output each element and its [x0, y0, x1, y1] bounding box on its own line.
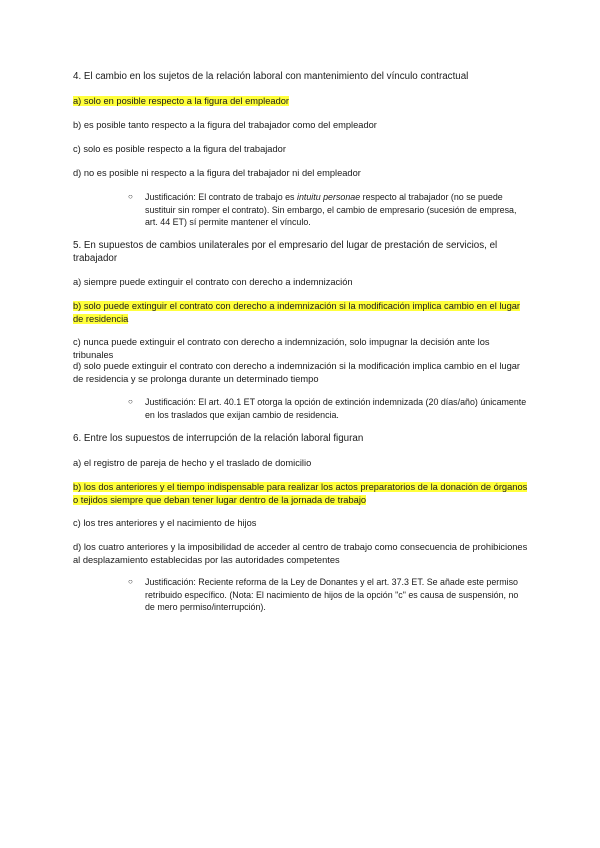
- justification-text: Reciente reforma de la Ley de Donantes y el art. 37.3 ET. Se añade este permiso retribuido específico. (Nota: El nacimiento de hijos de la opción "c" es causa de suspensión, no de mero permiso/interrupción).: [145, 577, 519, 612]
- justification-label: Justificación:: [145, 192, 196, 202]
- justification-italic-term: intuitu personae: [296, 192, 361, 202]
- question-5-option-c: c) nunca puede extinguir el contrato con derecho a indemnización, solo impugnar la decisión ante los tribunales: [73, 337, 490, 360]
- question-4-justification: [145, 191, 530, 229]
- question-5-justification: [145, 396, 530, 421]
- question-5-option-d: d) solo puede extinguir el contrato con derecho a indemnización si la modificación implica cambio en el lugar de residencia y se prolonga durante un determinado tiempo: [73, 361, 521, 384]
- bullet-circle-icon: ○: [128, 397, 133, 406]
- question-6-justification: [145, 576, 530, 614]
- question-4-title: 4. El cambio en los sujetos de la relación laboral con mantenimiento del vínculo contractual: [73, 71, 469, 82]
- question-6-option-c: c) los tres anteriores y el nacimiento de hijos: [73, 518, 257, 528]
- question-4-option-b: b) es posible tanto respecto a la figura del trabajador como del empleador: [73, 120, 377, 130]
- correct-answer-highlight: b) los dos anteriores y el tiempo indispensable para realizar los actos preparatorios de la donación de órganos o tejidos siempre que deban tener lugar dentro de la jornada de trabajo: [73, 482, 528, 505]
- question-4-option-d: d) no es posible ni respecto a la figura del trabajador ni del empleador: [73, 168, 361, 178]
- question-6-title: 6. Entre los supuestos de interrupción de la relación laboral figuran: [73, 433, 364, 444]
- justification-text-pre: El contrato de trabajo es: [198, 192, 295, 202]
- justification-label: Justificación:: [145, 577, 196, 587]
- question-5-option-a: a) siempre puede extinguir el contrato con derecho a indemnización: [73, 277, 353, 287]
- justification-label: Justificación:: [145, 397, 196, 407]
- question-6-option-a: a) el registro de pareja de hecho y el traslado de domicilio: [73, 458, 312, 468]
- correct-answer-highlight: b) solo puede extinguir el contrato con derecho a indemnización si la modificación implica cambio en el lugar de residencia: [73, 301, 521, 324]
- justification-text-post: respecto al trabajador (no se puede sustituir sin romper el contrato). Sin embargo, el cambio de empresario (sucesión de empresa, art. 44 ET) sí permite mantener el vínculo.: [145, 192, 517, 227]
- question-6-option-d: d) los cuatro anteriores y la imposibilidad de acceder al centro de trabajo como consecuencia de prohibiciones al desplazamiento establecidas por las autoridades competentes: [73, 542, 528, 565]
- bullet-circle-icon: ○: [128, 192, 133, 201]
- question-4-option-c: c) solo es posible respecto a la figura del trabajador: [73, 144, 286, 154]
- question-4-option-a: [73, 95, 528, 108]
- bullet-circle-icon: ○: [128, 577, 133, 586]
- question-5-title: 5. En supuestos de cambios unilaterales por el empresario del lugar de prestación de servicios, el trabajador: [73, 240, 498, 264]
- correct-answer-highlight: a) solo en posible respecto a la figura del empleador: [73, 96, 290, 106]
- question-5-option-b: [73, 300, 528, 325]
- question-6-option-b: [73, 481, 528, 506]
- justification-text: El art. 40.1 ET otorga la opción de extinción indemnizada (20 días/año) únicamente en los traslados que exijan cambio de residencia.: [145, 397, 527, 420]
